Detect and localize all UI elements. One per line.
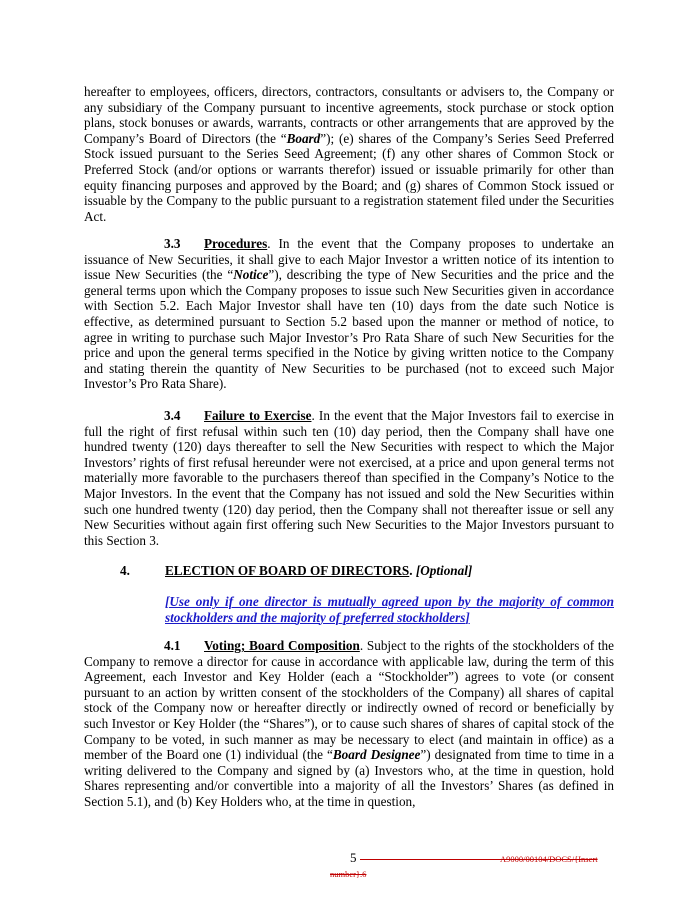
defined-term-board: Board [286,130,321,146]
footer-rule [360,859,503,860]
optional-tag: [Optional] [415,563,473,578]
heading-punctuation: . [409,563,416,578]
page-number: 5 [350,850,357,865]
section-number: 4. [120,563,130,578]
paragraph-text: hereafter to employees, officers, directors, contractors, consultants or advisers to, the Company or any subsidiary of the Company pursuant to incentive agreements, stock purchase or stock option plans, stock bonuses or awards, warrants, contracts or other arrangements that are approved by the Company’s Board of Directors (the “ [84,84,614,146]
section-3-4 [84,408,614,548]
page-footer [0,850,695,890]
document-reference: A9000/00104/DOCS/{Insert [500,854,598,864]
section-text: . In the event that the Major Investors fail to exercise in full the right of first refusal within such ten (10) day period, then the Company shall have one hundred twenty (120) days thereafter to sell the New Securities with respect to which the Major Investors’ rights of first refusal hereunder were not exercised, at a price and upon general terms not materially more favorable to the purchasers thereof than specified in the Company’s Notice to the Major Investors. In the event that the Company has not issued and sold the New Securities within such one hundred twenty (120) day period, then the Company shall not thereafter issue or sell any New Securities without again first offering such New Securities to the Major Investors pursuant to this Section 3. [84,408,614,548]
section-4-1 [84,638,614,810]
paragraph-text: ”); (e) shares of the Company’s Series Seed Preferred Stock issued pursuant to the Series Seed Agreement; (f) any other shares of Common Stock or Preferred Stock (and/or options or warrants therefor) issued or issuable primarily for other than equity financing purposes and approved by the Board; and (g) shares of Common Stock issued or issuable by the Company to the public pursuant to a registration statement filed under the Securities Act. [84,130,615,224]
section-title: Procedures [204,236,268,251]
section-text: ”), describing the type of New Securities and the price and the general terms upon which the Company proposes to issue such New Securities given in accordance with Section 5.2. Each Major Investor shall have ten (10) days from the date such Notice is effective, as determined pursuant to Section 5.2 based upon the manner or method of notice, to agree in writing to purchase such Major Investor’s Pro Rata Share of such New Securities for the price and upon the general terms specified in the Notice by giving written notice to the Company and stating therein the quantity of New Securities to be purchased (not to exceed such Major Investor’s Pro Rata Share). [84,267,614,392]
paragraph-continuation [84,84,614,224]
section-number: 3.3 [164,236,181,251]
section-4-heading [120,563,620,579]
defined-term-notice: Notice [233,267,269,283]
section-title: ELECTION OF BOARD OF DIRECTORS [165,563,410,578]
section-text: ”) designated from time to time in a writing delivered to the Company and signed by (a) Investors who, at the time in question, hold Shares representing and/or convertible into a majority of all the Investors’ Shares (as defined in Section 5.1), and (b) Key Holders who, at the time in question, [84,747,614,809]
section-3-3 [84,236,614,392]
section-title: Failure to Exercise [204,408,312,423]
section-number: 3.4 [164,408,181,423]
document-reference-continued: number}.6 [330,869,367,879]
section-title: Voting; Board Composition [204,638,360,653]
section-text: . Subject to the rights of the stockholders of the Company to remove a director for cause in accordance with applicable law, during the term of this Agreement, each Investor and Key Holder (each a “Stockholder”) agrees to vote (or consent pursuant to an action by written consent of the stockholders of the Company) all shares of capital stock of the Company now or hereafter directly or indirectly owned of record or beneficially by such Investor or Key Holder (the “Shares”), or to cause such shares of shares of capital stock of the Company to be voted, in such manner as may be necessary to elect (and maintain in office) as a member of the Board one (1) individual (the “ [84,638,614,763]
drafting-note: [Use only if one director is mutually agreed upon by the majority of common stockholders and the majority of preferred stockholders] [165,594,614,625]
section-number: 4.1 [164,638,181,653]
defined-term-board-designee: Board Designee [332,747,421,763]
section-text: . In the event that the Company proposes to undertake an issuance of New Securities, it shall give to each Major Investor a written notice of its intention to issue New Securities (the “ [84,236,614,283]
